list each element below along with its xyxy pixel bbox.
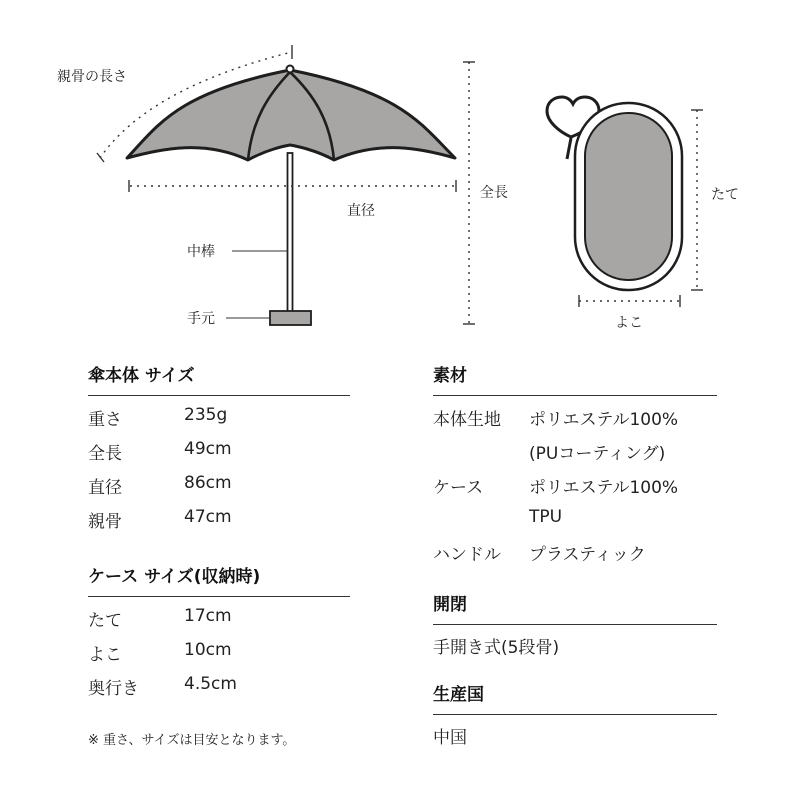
diameter-label: 直径 bbox=[347, 203, 375, 219]
spec-label: 直径 bbox=[88, 478, 122, 498]
material-value: TPU bbox=[529, 507, 563, 527]
opening-heading: 開閉 bbox=[433, 590, 717, 625]
case-size-heading: ケース サイズ(収納時) bbox=[88, 562, 350, 597]
rib-length-label: 親骨の長さ bbox=[57, 69, 127, 85]
material-heading: 素材 bbox=[433, 361, 717, 396]
spec-value: 47cm bbox=[184, 507, 232, 527]
spec-label: 重さ bbox=[88, 410, 122, 430]
spec-label: 親骨 bbox=[88, 512, 122, 532]
material-row-case bbox=[433, 473, 679, 498]
shaft-label: 中棒 bbox=[187, 244, 215, 260]
spec-row-diameter bbox=[88, 473, 232, 498]
umbrella-canopy bbox=[127, 70, 455, 160]
spec-row-case-depth bbox=[88, 674, 237, 699]
spec-value: 4.5cm bbox=[184, 674, 237, 694]
spec-value: 17cm bbox=[184, 606, 232, 626]
spec-row-weight bbox=[88, 405, 228, 430]
material-label: ハンドル bbox=[433, 545, 501, 565]
spec-label: たて bbox=[88, 611, 122, 631]
umbrella-handle bbox=[270, 311, 311, 325]
opening-value: 手開き式(5段骨) bbox=[433, 638, 560, 658]
material-value: プラスティック bbox=[529, 545, 646, 565]
spec-label: 全長 bbox=[88, 444, 122, 464]
case-height-label: たて bbox=[711, 187, 739, 203]
spec-row-rib bbox=[88, 507, 232, 532]
origin-heading: 生産国 bbox=[433, 680, 717, 715]
umbrella-size-heading: 傘本体 サイズ bbox=[88, 361, 350, 396]
material-value: ポリエステル100% bbox=[529, 410, 679, 430]
handle-label: 手元 bbox=[187, 311, 215, 327]
total-length-label: 全長 bbox=[480, 185, 508, 201]
material-row-body-fabric bbox=[433, 405, 679, 430]
umbrella-shaft bbox=[288, 153, 293, 313]
spec-row-case-width bbox=[88, 640, 232, 665]
material-label: 本体生地 bbox=[433, 410, 501, 430]
spec-value: 10cm bbox=[184, 640, 232, 660]
material-row-handle bbox=[433, 540, 646, 565]
case-width-label: よこ bbox=[615, 315, 643, 331]
size-diagram bbox=[0, 0, 800, 340]
material-value: (PUコーティング) bbox=[529, 444, 666, 464]
origin-value: 中国 bbox=[433, 728, 467, 748]
material-value: ポリエステル100% bbox=[529, 478, 679, 498]
spec-label: 奥行き bbox=[88, 679, 139, 699]
size-note: ※ 重さ、サイズは目安となります。 bbox=[88, 733, 296, 748]
spec-value: 86cm bbox=[184, 473, 232, 493]
spec-row-total-length bbox=[88, 439, 232, 464]
material-label: ケース bbox=[433, 478, 484, 498]
spec-row-case-height bbox=[88, 606, 232, 631]
spec-value: 235g bbox=[184, 405, 228, 425]
spec-label: よこ bbox=[88, 645, 122, 665]
spec-value: 49cm bbox=[184, 439, 232, 459]
